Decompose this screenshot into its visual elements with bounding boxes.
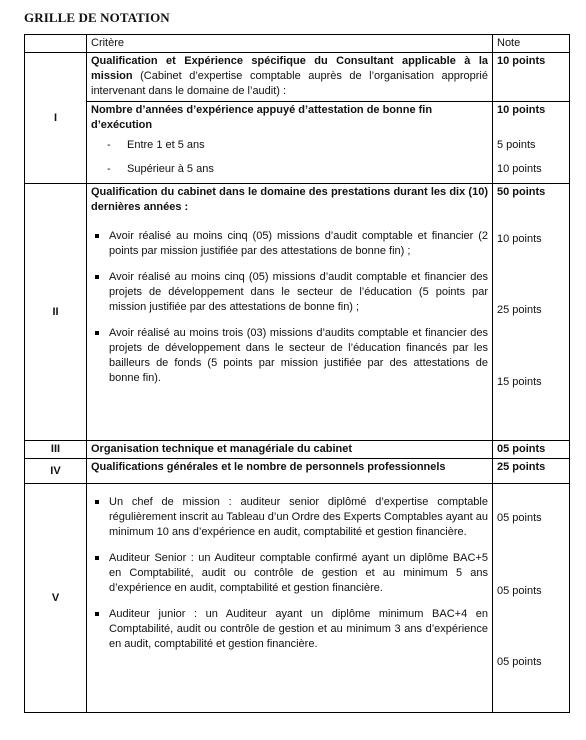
dash-bullet: - bbox=[107, 163, 111, 175]
table-row bbox=[25, 459, 570, 484]
note-value: 05 points bbox=[497, 512, 542, 524]
list-item bbox=[95, 270, 488, 315]
square-bullet-icon bbox=[95, 500, 99, 504]
note-cell: 10 points bbox=[493, 53, 570, 102]
criterion-cell: Organisation technique et managériale du cabinet bbox=[87, 441, 493, 459]
grading-table bbox=[24, 34, 570, 713]
dash-bullet: - bbox=[107, 139, 111, 151]
criteria-list bbox=[91, 495, 488, 652]
list-item-text: Un chef de mission : auditeur senior diplômé d’expertise comptable régulièrement inscrit au Tableau d’un Ordre des Experts Comptables ayant au minimum 10 ans d’expérience en audit, comptabilité et gestion financière. bbox=[109, 496, 488, 538]
criterion-cell bbox=[87, 184, 493, 441]
row-number: I bbox=[25, 53, 87, 184]
note-cell: 25 points bbox=[493, 459, 570, 484]
note-value: 10 points bbox=[497, 104, 546, 116]
note-cell: 05 points bbox=[493, 441, 570, 459]
list-item bbox=[95, 551, 488, 596]
row-number: III bbox=[25, 441, 87, 459]
criterion-cell: Qualifications générales et le nombre de personnels professionnels bbox=[87, 459, 493, 484]
note-cell bbox=[493, 484, 570, 713]
list-item bbox=[91, 162, 488, 177]
row-number: II bbox=[25, 184, 87, 441]
header-critere: Critère bbox=[87, 35, 493, 53]
list-item-label: Supérieur à 5 ans bbox=[127, 163, 214, 175]
list-item bbox=[91, 138, 488, 153]
criterion-cell bbox=[87, 484, 493, 713]
table-row bbox=[25, 441, 570, 459]
table-row bbox=[25, 484, 570, 713]
note-cell bbox=[493, 102, 570, 184]
criteria-list bbox=[91, 229, 488, 386]
list-item bbox=[95, 495, 488, 540]
note-value: 50 points bbox=[497, 186, 546, 198]
note-value: 10 points bbox=[497, 233, 542, 245]
square-bullet-icon bbox=[95, 275, 99, 279]
list-item bbox=[95, 607, 488, 652]
criterion-text: (Cabinet d’expertise comptable auprès de l’organisation approprié intervenant dans le domaine de l’audit) : bbox=[91, 70, 488, 97]
list-item-text: Auditeur junior : un Auditeur ayant un diplôme minimum BAC+4 en Comptabilité, audit ou contrôle de gestion et au minimum 3 ans d’expérience en audit, comptabilité et gestion financière. bbox=[109, 608, 488, 650]
note-value: 05 points bbox=[497, 585, 542, 597]
criterion-cell bbox=[87, 53, 493, 102]
note-value: 05 points bbox=[497, 656, 542, 668]
table-row bbox=[25, 102, 570, 184]
square-bullet-icon bbox=[95, 331, 99, 335]
document-title: GRILLE DE NOTATION bbox=[24, 10, 170, 25]
criterion-title: Qualification du cabinet dans le domaine des prestations durant les dix (10) dernières années : bbox=[91, 186, 488, 213]
note-cell bbox=[493, 184, 570, 441]
table-row bbox=[25, 184, 570, 441]
list-item-label: Entre 1 et 5 ans bbox=[127, 139, 205, 151]
list-item-text: Avoir réalisé au moins cinq (05) missions d’audit comptable et financier (2 points par mission justifiée par des attestations de bonne fin) ; bbox=[109, 230, 488, 257]
list-item-text: Avoir réalisé au moins trois (03) missions d’audits comptable et financier des projets de développement dans le secteur de l’éducation financés par les bailleurs de fonds (5 points par mission justifiée par des attestations de bonne fin). bbox=[109, 327, 488, 384]
square-bullet-icon bbox=[95, 612, 99, 616]
table-row bbox=[25, 53, 570, 102]
square-bullet-icon bbox=[95, 234, 99, 238]
table-header-row bbox=[25, 35, 570, 53]
list-item bbox=[95, 326, 488, 386]
list-item-text: Avoir réalisé au moins cinq (05) missions d’audit comptable et financier des projets de développement dans le secteur de l’éducation (5 points par mission justifiée par des attestations de bonne fin) ; bbox=[109, 271, 488, 313]
list-item bbox=[95, 229, 488, 259]
row-number: V bbox=[25, 484, 87, 713]
note-value: 25 points bbox=[497, 304, 542, 316]
note-value: 15 points bbox=[497, 376, 542, 388]
list-item-text: Auditeur Senior : un Auditeur comptable confirmé ayant un diplôme BAC+5 en Comptabilité, audit ou contrôle de gestion et au minimum 5 ans d’expérience en audit, comptabilité et gestion financière. bbox=[109, 552, 488, 594]
square-bullet-icon bbox=[95, 556, 99, 560]
row-number: IV bbox=[25, 459, 87, 484]
header-note: Note bbox=[493, 35, 570, 53]
note-value: 10 points bbox=[497, 163, 542, 175]
criterion-title: Qualification et Expérience spécifique du Consultant applicable à la mission bbox=[91, 55, 488, 82]
note-value: 5 points bbox=[497, 139, 536, 151]
criterion-title: Nombre d’années d’expérience appuyé d’attestation de bonne fin d’exécution bbox=[91, 104, 433, 131]
criterion-cell bbox=[87, 102, 493, 184]
header-empty-cell bbox=[25, 35, 87, 53]
